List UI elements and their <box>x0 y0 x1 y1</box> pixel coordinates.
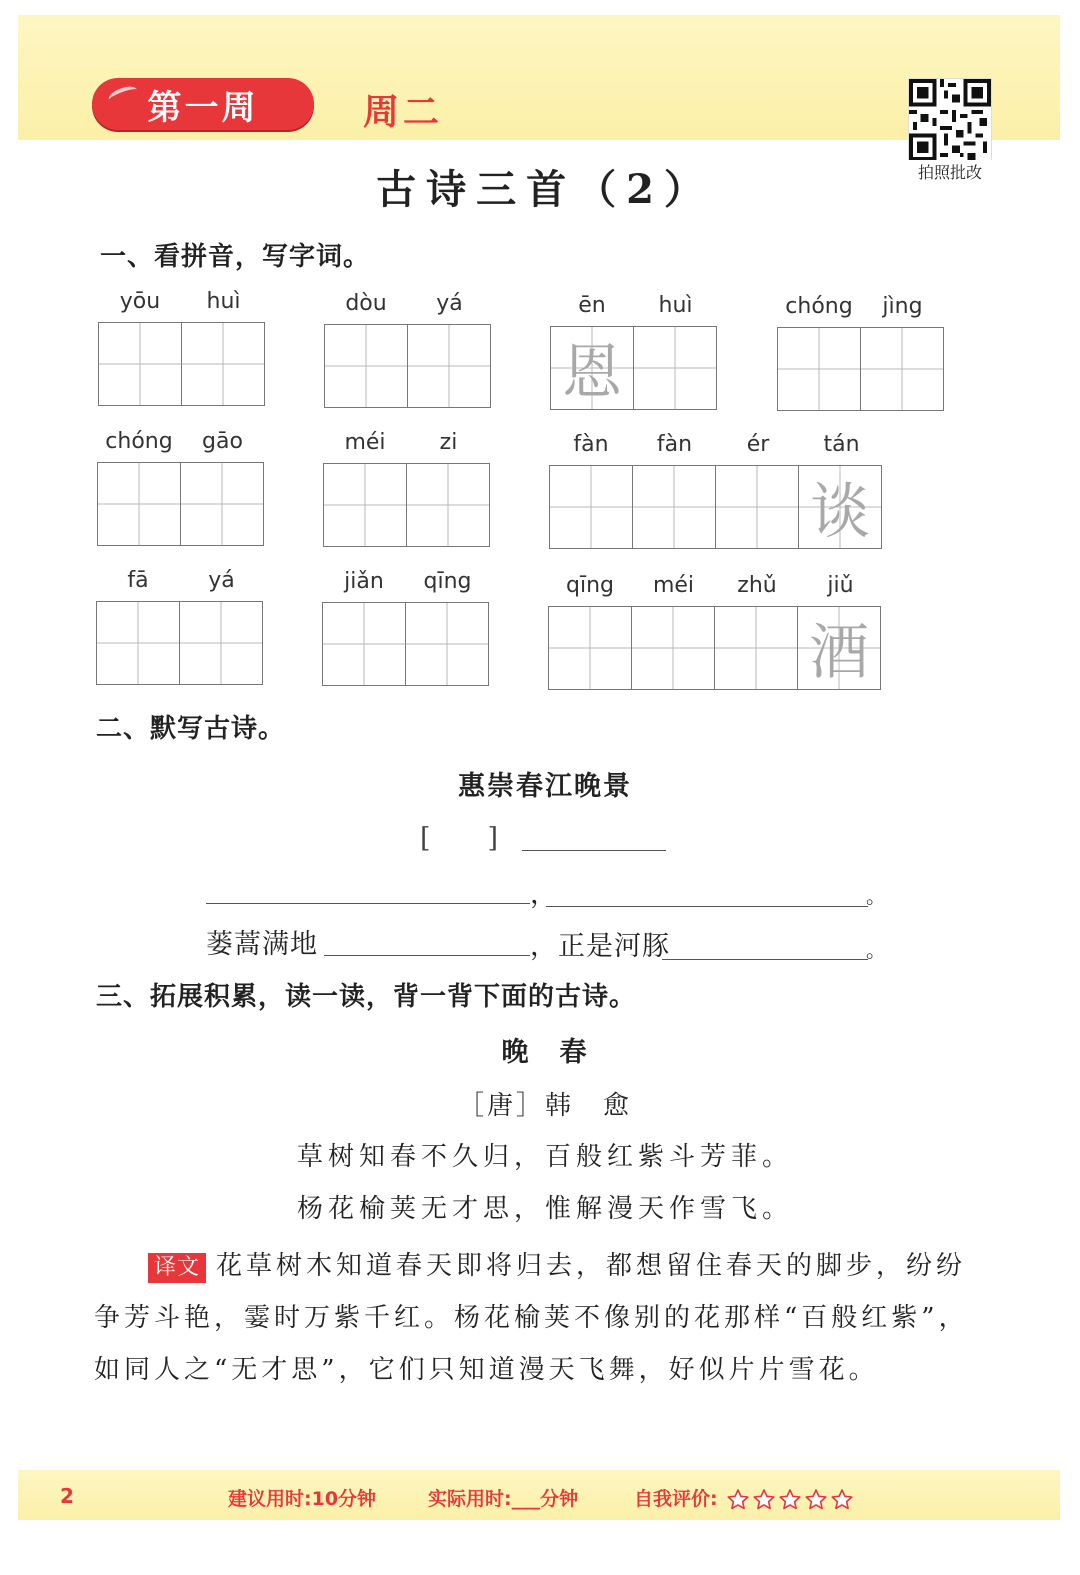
given-character: 谈 <box>810 477 870 547</box>
poem-title-huichong: 惠崇春江晚景 <box>458 771 632 802</box>
tianzige-grid <box>549 465 882 549</box>
writing-cell[interactable] <box>323 603 405 685</box>
period: 。 <box>866 938 887 962</box>
poem-line: 杨花榆荚无才思，惟解漫天作雪飞。 <box>296 1194 793 1224</box>
writing-cell[interactable] <box>798 466 881 548</box>
pinyin-label: ér <box>746 432 770 457</box>
poem-line1-first-blank[interactable] <box>206 873 530 904</box>
pinyin-label: zi <box>439 430 458 455</box>
poem-line: 草树知春不久归，百般红紫斗芳菲。 <box>296 1142 793 1172</box>
pinyin-word-group <box>98 289 265 406</box>
writing-cell[interactable] <box>179 602 262 684</box>
self-eval-label: 自我评价: <box>634 1488 718 1510</box>
pinyin-word-group <box>323 430 490 547</box>
tianzige-grid <box>550 326 717 410</box>
pinyin-label: ēn <box>578 293 606 318</box>
pinyin-label: yōu <box>119 289 161 314</box>
writing-cell[interactable] <box>550 466 632 548</box>
writing-cell[interactable] <box>97 602 179 684</box>
page-title: 古诗三首（2） <box>376 166 714 213</box>
qr-caption: 拍照批改 <box>906 160 994 183</box>
pinyin-word-group <box>549 432 882 549</box>
writing-cell[interactable] <box>406 464 489 546</box>
writing-cell[interactable] <box>549 607 631 689</box>
writing-cell[interactable] <box>181 323 264 405</box>
pinyin-label: zhǔ <box>737 573 777 598</box>
poem-title-wanchun: 晚 春 <box>501 1037 589 1068</box>
poem-line2-start: 蒌蒿满地 <box>206 929 318 960</box>
translation-text: 花草树木知道春天即将归去，都想留住春天的脚步，纷纷争芳斗艳，霎时万紫千红。杨花榆荚不像别的花那样“百般红紫”，如同人之“无才思”，它们只知道漫天飞舞，好似片片雪花。 <box>94 1251 969 1385</box>
pinyin-word-group <box>324 291 491 408</box>
pinyin-label: méi <box>344 430 386 455</box>
star-icon[interactable] <box>726 1488 750 1512</box>
pinyin-word-group <box>777 294 944 411</box>
writing-cell[interactable] <box>551 327 633 409</box>
pinyin-label: yá <box>436 291 463 316</box>
tianzige-grid <box>324 324 491 408</box>
pinyin-label: méi <box>652 573 695 598</box>
pinyin-label: chóng <box>785 294 853 319</box>
tianzige-grid <box>323 463 490 547</box>
tianzige-grid <box>96 601 263 685</box>
given-character: 恩 <box>562 338 622 408</box>
writing-cell[interactable] <box>631 607 714 689</box>
pinyin-label: jiǎn <box>344 569 384 594</box>
poem-author: ［唐］韩 愈 <box>457 1091 632 1121</box>
writing-cell[interactable] <box>633 327 716 409</box>
pinyin-label: tán <box>823 432 860 457</box>
page-number: 2 <box>60 1484 74 1508</box>
pinyin-label: gāo <box>202 429 243 454</box>
pinyin-word-group <box>96 568 263 685</box>
poem-line2-second-blank[interactable] <box>662 929 868 960</box>
pinyin-word-group <box>548 573 881 690</box>
author-bracket: [ ] <box>420 823 500 854</box>
writing-cell[interactable] <box>715 466 798 548</box>
writing-cell[interactable] <box>98 463 180 545</box>
pinyin-word-group <box>322 569 489 686</box>
pinyin-label: qīng <box>423 569 472 594</box>
author-blank[interactable] <box>522 820 666 851</box>
writing-cell[interactable] <box>99 323 181 405</box>
section3-heading: 三、拓展积累，读一读，背一背下面的古诗。 <box>96 982 637 1012</box>
writing-cell[interactable] <box>778 328 860 410</box>
actual-time[interactable]: 实际用时:___分钟 <box>428 1488 579 1510</box>
pinyin-label: jiǔ <box>827 573 854 598</box>
pinyin-label: fàn <box>656 432 693 457</box>
translation-badge: 译文 <box>148 1253 206 1283</box>
tianzige-grid <box>777 327 944 411</box>
pinyin-label: fàn <box>573 432 609 457</box>
writing-cell[interactable] <box>405 603 488 685</box>
pinyin-word-group <box>550 293 717 410</box>
star-icon[interactable] <box>752 1488 776 1512</box>
week-badge: 第一周 <box>92 78 314 130</box>
tianzige-grid <box>98 322 265 406</box>
writing-cell[interactable] <box>180 463 263 545</box>
tianzige-grid <box>97 462 264 546</box>
poem-line2-first-blank[interactable] <box>324 925 530 956</box>
writing-cell[interactable] <box>407 325 490 407</box>
suggested-time: 建议用时:10分钟 <box>228 1488 377 1510</box>
tianzige-grid <box>322 602 489 686</box>
tianzige-grid <box>548 606 881 690</box>
self-eval-stars <box>726 1488 854 1512</box>
poem-line2-mid: ，正是河豚 <box>530 931 670 962</box>
pinyin-label: yá <box>208 568 235 593</box>
pinyin-label: jìng <box>882 294 923 319</box>
writing-cell[interactable] <box>714 607 797 689</box>
translation-paragraph <box>94 1240 994 1396</box>
pinyin-label: qīng <box>566 573 614 598</box>
day-label: 周二 <box>363 92 444 133</box>
pinyin-label: huì <box>206 289 241 314</box>
qr-code-icon[interactable] <box>908 78 992 162</box>
pinyin-label: chóng <box>105 429 173 454</box>
poem-line1-second-blank[interactable] <box>546 876 868 907</box>
section1-heading: 一、看拼音，写字词。 <box>100 242 371 272</box>
comma: ， <box>530 879 558 910</box>
pinyin-label: huì <box>658 293 693 318</box>
star-icon[interactable] <box>804 1488 828 1512</box>
period: 。 <box>866 884 887 908</box>
star-icon[interactable] <box>830 1488 854 1512</box>
pinyin-label: fā <box>127 568 149 593</box>
writing-cell[interactable] <box>632 466 715 548</box>
pinyin-label: dòu <box>345 291 387 316</box>
writing-cell[interactable] <box>860 328 943 410</box>
section2-heading: 二、默写古诗。 <box>96 714 286 744</box>
writing-cell[interactable] <box>324 464 406 546</box>
given-character: 酒 <box>809 618 869 688</box>
writing-cell[interactable] <box>325 325 407 407</box>
writing-cell[interactable] <box>797 607 880 689</box>
pinyin-word-group <box>97 429 264 546</box>
star-icon[interactable] <box>778 1488 802 1512</box>
